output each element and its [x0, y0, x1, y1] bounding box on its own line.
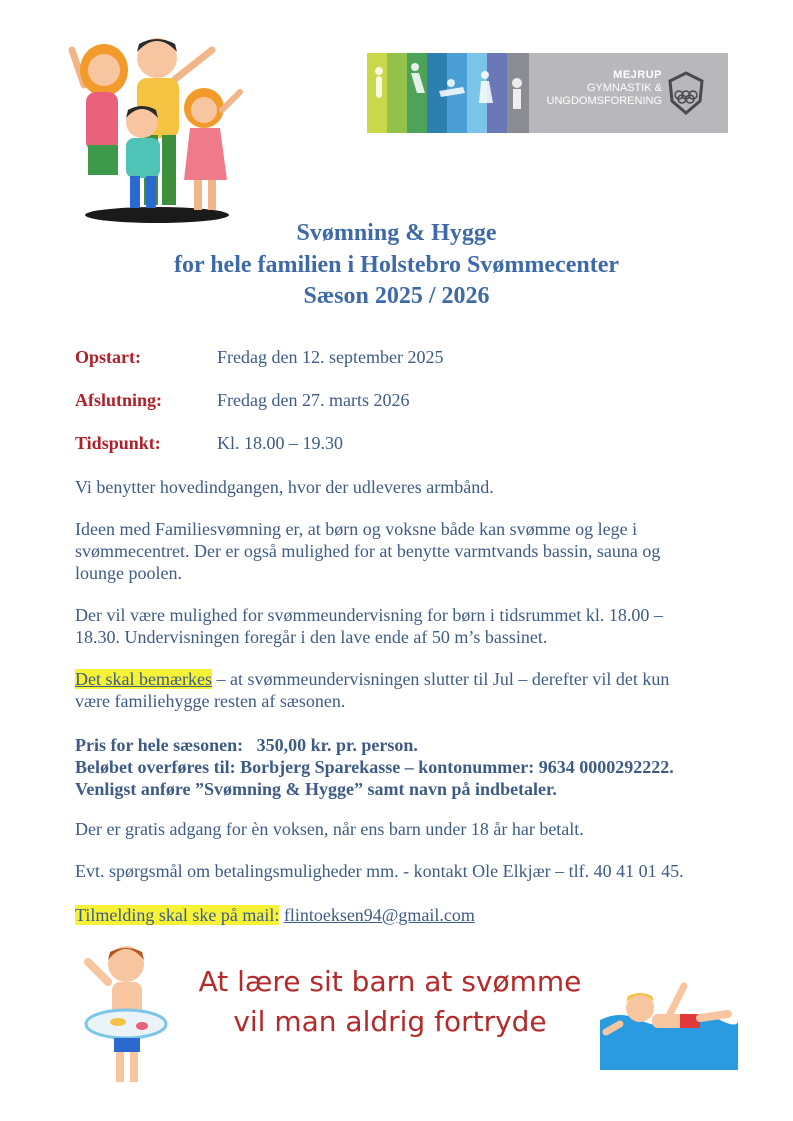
- signup-line: [75, 904, 725, 926]
- note-text: – at svømmeundervisningen slutter til Jul – derefter vil det kun: [211, 669, 670, 689]
- signup-label: Tilmelding skal ske på mail:: [75, 905, 280, 925]
- end-value: Fredag den 27. marts 2026: [217, 390, 410, 410]
- slogan-line-1: At lære sit barn at svømme: [198, 965, 582, 998]
- time-label: Tidspunkt:: [75, 433, 161, 453]
- start-label: Opstart:: [75, 347, 141, 367]
- idea-line-2: svømmecentret. Der er også mulighed for at benytte varmtvands bassin, sauna og: [75, 541, 661, 561]
- entrance-text: Vi benytter hovedindgangen, hvor der udleveres armbånd.: [75, 477, 494, 497]
- note-line-1: [75, 668, 725, 690]
- idea-line-3: lounge poolen.: [75, 563, 182, 583]
- price-line-3: Venligst anføre ”Svømning & Hygge” samt navn på indbetaler.: [75, 779, 557, 799]
- club-emblem-icon: [667, 71, 705, 115]
- logo-text: [542, 69, 662, 108]
- lessons-line-1: Der vil være mulighed for svømmeundervisning for børn i tidsrummet kl. 18.00 –: [75, 605, 663, 625]
- logo-name-line1: MEJRUP: [613, 69, 662, 81]
- logo-name-line3: UNGDOMSFORENING: [546, 95, 662, 107]
- slogan-line-2: vil man aldrig fortryde: [233, 1005, 547, 1038]
- questions-text: Evt. spørgsmål om betalingsmuligheder mm. - kontakt Ole Elkjær – tlf. 40 41 01 45.: [75, 861, 684, 881]
- title-line-3: Sæson 2025 / 2026: [303, 283, 490, 309]
- family-illustration: [62, 30, 252, 225]
- lessons-paragraph: [75, 604, 725, 648]
- price-line-2: Beløbet overføres til: Borbjerg Sparekasse – kontonummer: 9634 0000292222.: [75, 757, 674, 777]
- idea-line-1: Ideen med Familiesvømning er, at børn og voksne både kan svømme og lege i: [75, 519, 638, 539]
- title-line-2: for hele familien i Holstebro Svømmecenter: [173, 252, 619, 278]
- note-paragraph: [75, 668, 725, 712]
- price-paragraph: [75, 734, 725, 800]
- boy-swim-ring-illustration: [78, 942, 178, 1090]
- idea-paragraph: [75, 518, 725, 584]
- logo-name-line2: GYMNASTIK &: [586, 82, 662, 94]
- end-label: Afslutning:: [75, 390, 163, 410]
- signup-email-link[interactable]: flintoeksen94@gmail.com: [283, 905, 475, 925]
- athlete-silhouettes: [367, 53, 529, 133]
- price-line-1: Pris for hele sæsonen: 350,00 kr. pr. person.: [75, 735, 418, 755]
- lessons-line-2: 18.30. Undervisningen foregår i den lave ende af 50 m’s bassinet.: [75, 627, 548, 647]
- swimmer-illustration: [600, 980, 738, 1070]
- club-logo-banner: [367, 53, 728, 133]
- note-line-2: være familiehygge resten af sæsonen.: [75, 691, 346, 711]
- free-access-text: Der er gratis adgang for èn voksen, når ens barn under 18 år har betalt.: [75, 819, 584, 839]
- title-line-1: Svømning & Hygge: [296, 220, 497, 246]
- start-value: Fredag den 12. september 2025: [217, 347, 444, 367]
- note-highlight: Det skal bemærkes: [75, 669, 212, 689]
- time-value: Kl. 18.00 – 19.30: [217, 433, 343, 453]
